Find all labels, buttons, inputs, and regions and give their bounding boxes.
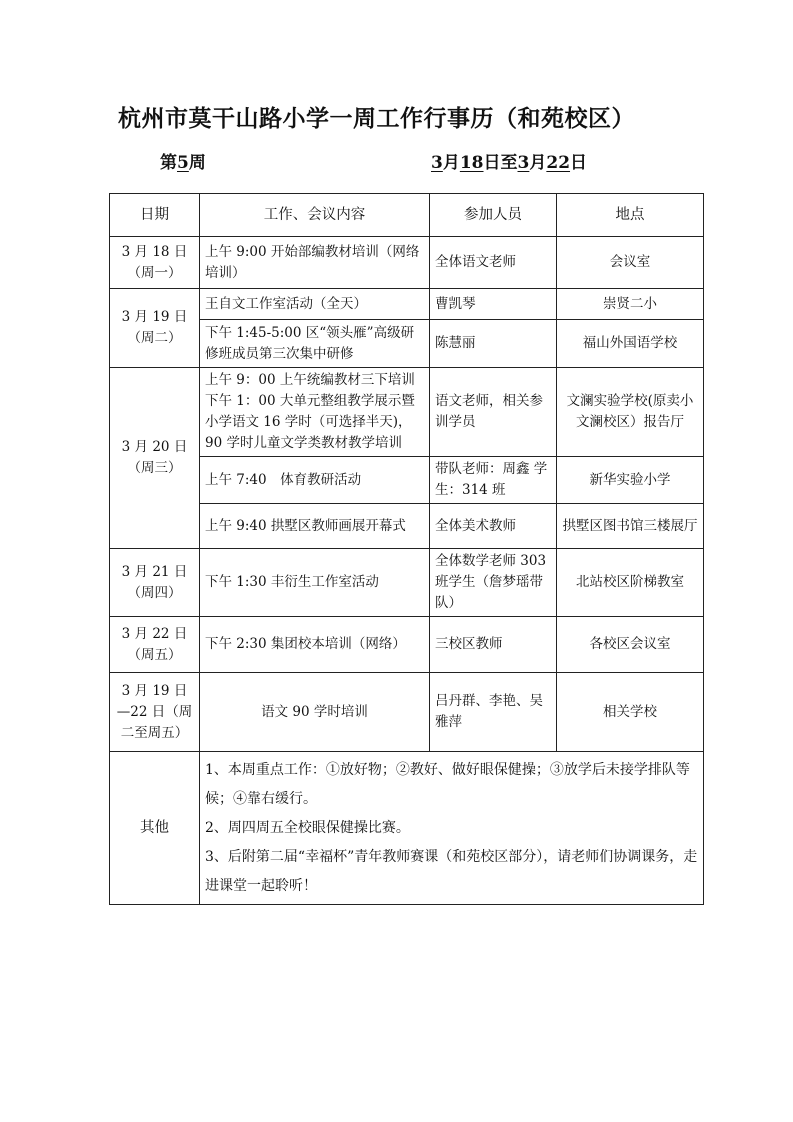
week-number bbox=[160, 148, 206, 173]
other-notes bbox=[200, 752, 704, 905]
date-cell: 3 月 22 日（周五） bbox=[110, 617, 200, 673]
table-row bbox=[110, 549, 704, 617]
start-day: 18 bbox=[459, 153, 484, 173]
people-cell: 曹凯琴 bbox=[430, 289, 557, 320]
date-cell: 3 月 20 日（周三） bbox=[110, 368, 200, 549]
other-label: 其他 bbox=[110, 752, 200, 905]
header-content: 工作、会议内容 bbox=[200, 194, 430, 237]
content-cell: 下午 1:45-5:00 区“领头雁”高级研修班成员第三次集中研修 bbox=[200, 320, 430, 368]
date-range bbox=[431, 148, 587, 173]
place-cell: 新华实验小学 bbox=[557, 457, 704, 504]
date-cell: 3 月 18 日（周一） bbox=[110, 237, 200, 289]
place-cell: 福山外国语学校 bbox=[557, 320, 704, 368]
end-day: 22 bbox=[546, 153, 571, 173]
week-prefix: 第 bbox=[160, 153, 177, 173]
end-month: 3 bbox=[517, 153, 530, 173]
month-label-2: 月 bbox=[529, 153, 547, 173]
people-cell: 语文老师，相关参训学员 bbox=[430, 368, 557, 457]
table-row bbox=[110, 320, 704, 368]
content-cell: 下午 1:30 丰衍生工作室活动 bbox=[200, 549, 430, 617]
table-row bbox=[110, 617, 704, 673]
start-month: 3 bbox=[431, 153, 443, 173]
people-cell: 吕丹群、李艳、吴雅萍 bbox=[430, 673, 557, 752]
place-cell: 文澜实验学校(原卖小文澜校区）报告厅 bbox=[557, 368, 704, 457]
content-cell: 上午 9:40 拱墅区教师画展开幕式 bbox=[200, 504, 430, 549]
people-cell: 全体数学老师 303 班学生（詹梦瑶带队） bbox=[430, 549, 557, 617]
place-cell: 各校区会议室 bbox=[557, 617, 704, 673]
content-cell: 上午 9:00 开始部编教材培训（网络培训） bbox=[200, 237, 430, 289]
table-row bbox=[110, 368, 704, 457]
table-row bbox=[110, 237, 704, 289]
place-cell: 崇贤二小 bbox=[557, 289, 704, 320]
people-cell: 全体语文老师 bbox=[430, 237, 557, 289]
header-date: 日期 bbox=[110, 194, 200, 237]
content-cell: 上午 7:40 体育教研活动 bbox=[200, 457, 430, 504]
month-label-1: 月 bbox=[442, 153, 460, 173]
date-cell: 3 月 19 日（周二） bbox=[110, 289, 200, 368]
document-title: 杭州市莫干山路小学一周工作行事历（和苑校区） bbox=[118, 105, 635, 132]
table-row bbox=[110, 457, 704, 504]
date-cell: 3 月 19 日—22 日（周二至周五） bbox=[110, 673, 200, 752]
day-to-label: 日至 bbox=[483, 153, 518, 173]
place-cell: 会议室 bbox=[557, 237, 704, 289]
date-cell: 3 月 21 日（周四） bbox=[110, 549, 200, 617]
people-cell: 陈慧丽 bbox=[430, 320, 557, 368]
note-line: 2、周四周五全校眼保健操比赛。 bbox=[205, 819, 410, 836]
content-cell: 王自文工作室活动（全天） bbox=[200, 289, 430, 320]
header-people: 参加人员 bbox=[430, 194, 557, 237]
week-number-value: 5 bbox=[177, 153, 189, 173]
place-cell: 北站校区阶梯教室 bbox=[557, 549, 704, 617]
note-line: 3、后附第二届“幸福杯”青年教师赛课（和苑校区部分），请老师们协调课务，走进课堂一起聆听！ bbox=[205, 848, 698, 894]
day-label: 日 bbox=[570, 153, 588, 173]
header-row bbox=[110, 194, 704, 237]
note-line: 1、本周重点工作：①放好物；②教好、做好眼保健操；③放学后未接学排队等候；④靠右缓行。 bbox=[205, 761, 690, 807]
schedule-table bbox=[109, 193, 704, 905]
content-cell: 语文 90 学时培训 bbox=[200, 673, 430, 752]
table-row bbox=[110, 504, 704, 549]
place-cell: 拱墅区图书馆三楼展厅 bbox=[557, 504, 704, 549]
people-cell: 三校区教师 bbox=[430, 617, 557, 673]
other-row bbox=[110, 752, 704, 905]
table-row bbox=[110, 289, 704, 320]
header-place: 地点 bbox=[557, 194, 704, 237]
table-row bbox=[110, 673, 704, 752]
place-cell: 相关学校 bbox=[557, 673, 704, 752]
content-cell: 下午 2:30 集团校本培训（网络） bbox=[200, 617, 430, 673]
people-cell: 全体美术教师 bbox=[430, 504, 557, 549]
week-suffix: 周 bbox=[188, 153, 206, 173]
content-cell: 上午 9：00 上午统编教材三下培训 下午 1：00 大单元整组教学展示暨小学语文 16 学时（可选择半天)，90 学时儿童文学类教材教学培训 bbox=[200, 368, 430, 457]
people-cell: 带队老师：周鑫 学生：314 班 bbox=[430, 457, 557, 504]
